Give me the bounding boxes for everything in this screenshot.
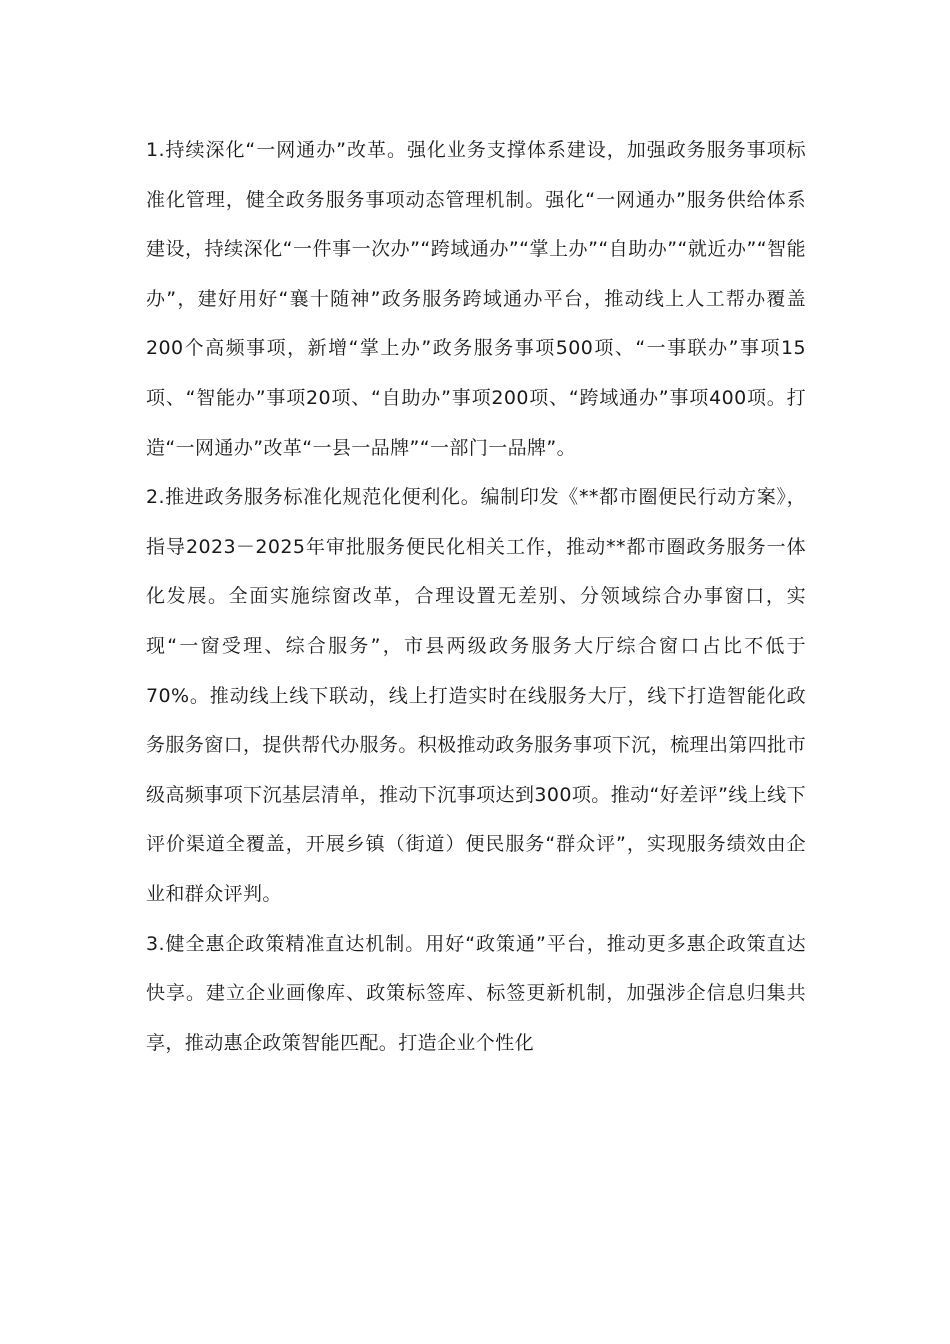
paragraph-3: 3.健全惠企政策精准直达机制。用好“政策通”平台，推动更多惠企政策直达快享。建立企业画像库、政策标签库、标签更新机制，加强涉企信息归集共享，推动惠企政策智能匹配。打造企业个性化 (146, 932, 806, 1054)
paragraph-1: 1.持续深化“一网通办”改革。强化业务支撑体系建设，加强政务服务事项标准化管理，健全政务服务事项动态管理机制。强化“一网通办”服务供给体系建设，持续深化“一件事一次办”“跨域通办”“掌上办”“自助办”“就近办”“智能办”，建好用好“襄十随神”政务服务跨域通办平台，推动线上人工帮办覆盖200个高频事项，新增“掌上办”政务服务事项500项、“一事联办”事项15项、“智能办”事项20项、“自助办”事项200项、“跨域通办”事项400项。打造“一网通办”改革“一县一品牌”“一部门一品牌”。 (146, 139, 806, 459)
paragraph-2: 2.推进政务服务标准化规范化便利化。编制印发《**都市圈便民行动方案》，指导2023－2025年审批服务便民化相关工作，推动**都市圈政务服务一体化发展。全面实施综窗改革，合理设置无差别、分领域综合办事窗口，实现“一窗受理、综合服务”，市县两级政务服务大厅综合窗口占比不低于70%。推动线上线下联动，线上打造实时在线服务大厅，线下打造智能化政务服务窗口，提供帮代办服务。积极推动政务服务事项下沉，梳理出第四批市级高频事项下沉基层清单，推动下沉事项达到300项。推动“好差评”线上线下评价渠道全覆盖，开展乡镇（街道）便民服务“群众评”，实现服务绩效由企业和群众评判。 (146, 486, 806, 905)
document-body (146, 126, 806, 1068)
